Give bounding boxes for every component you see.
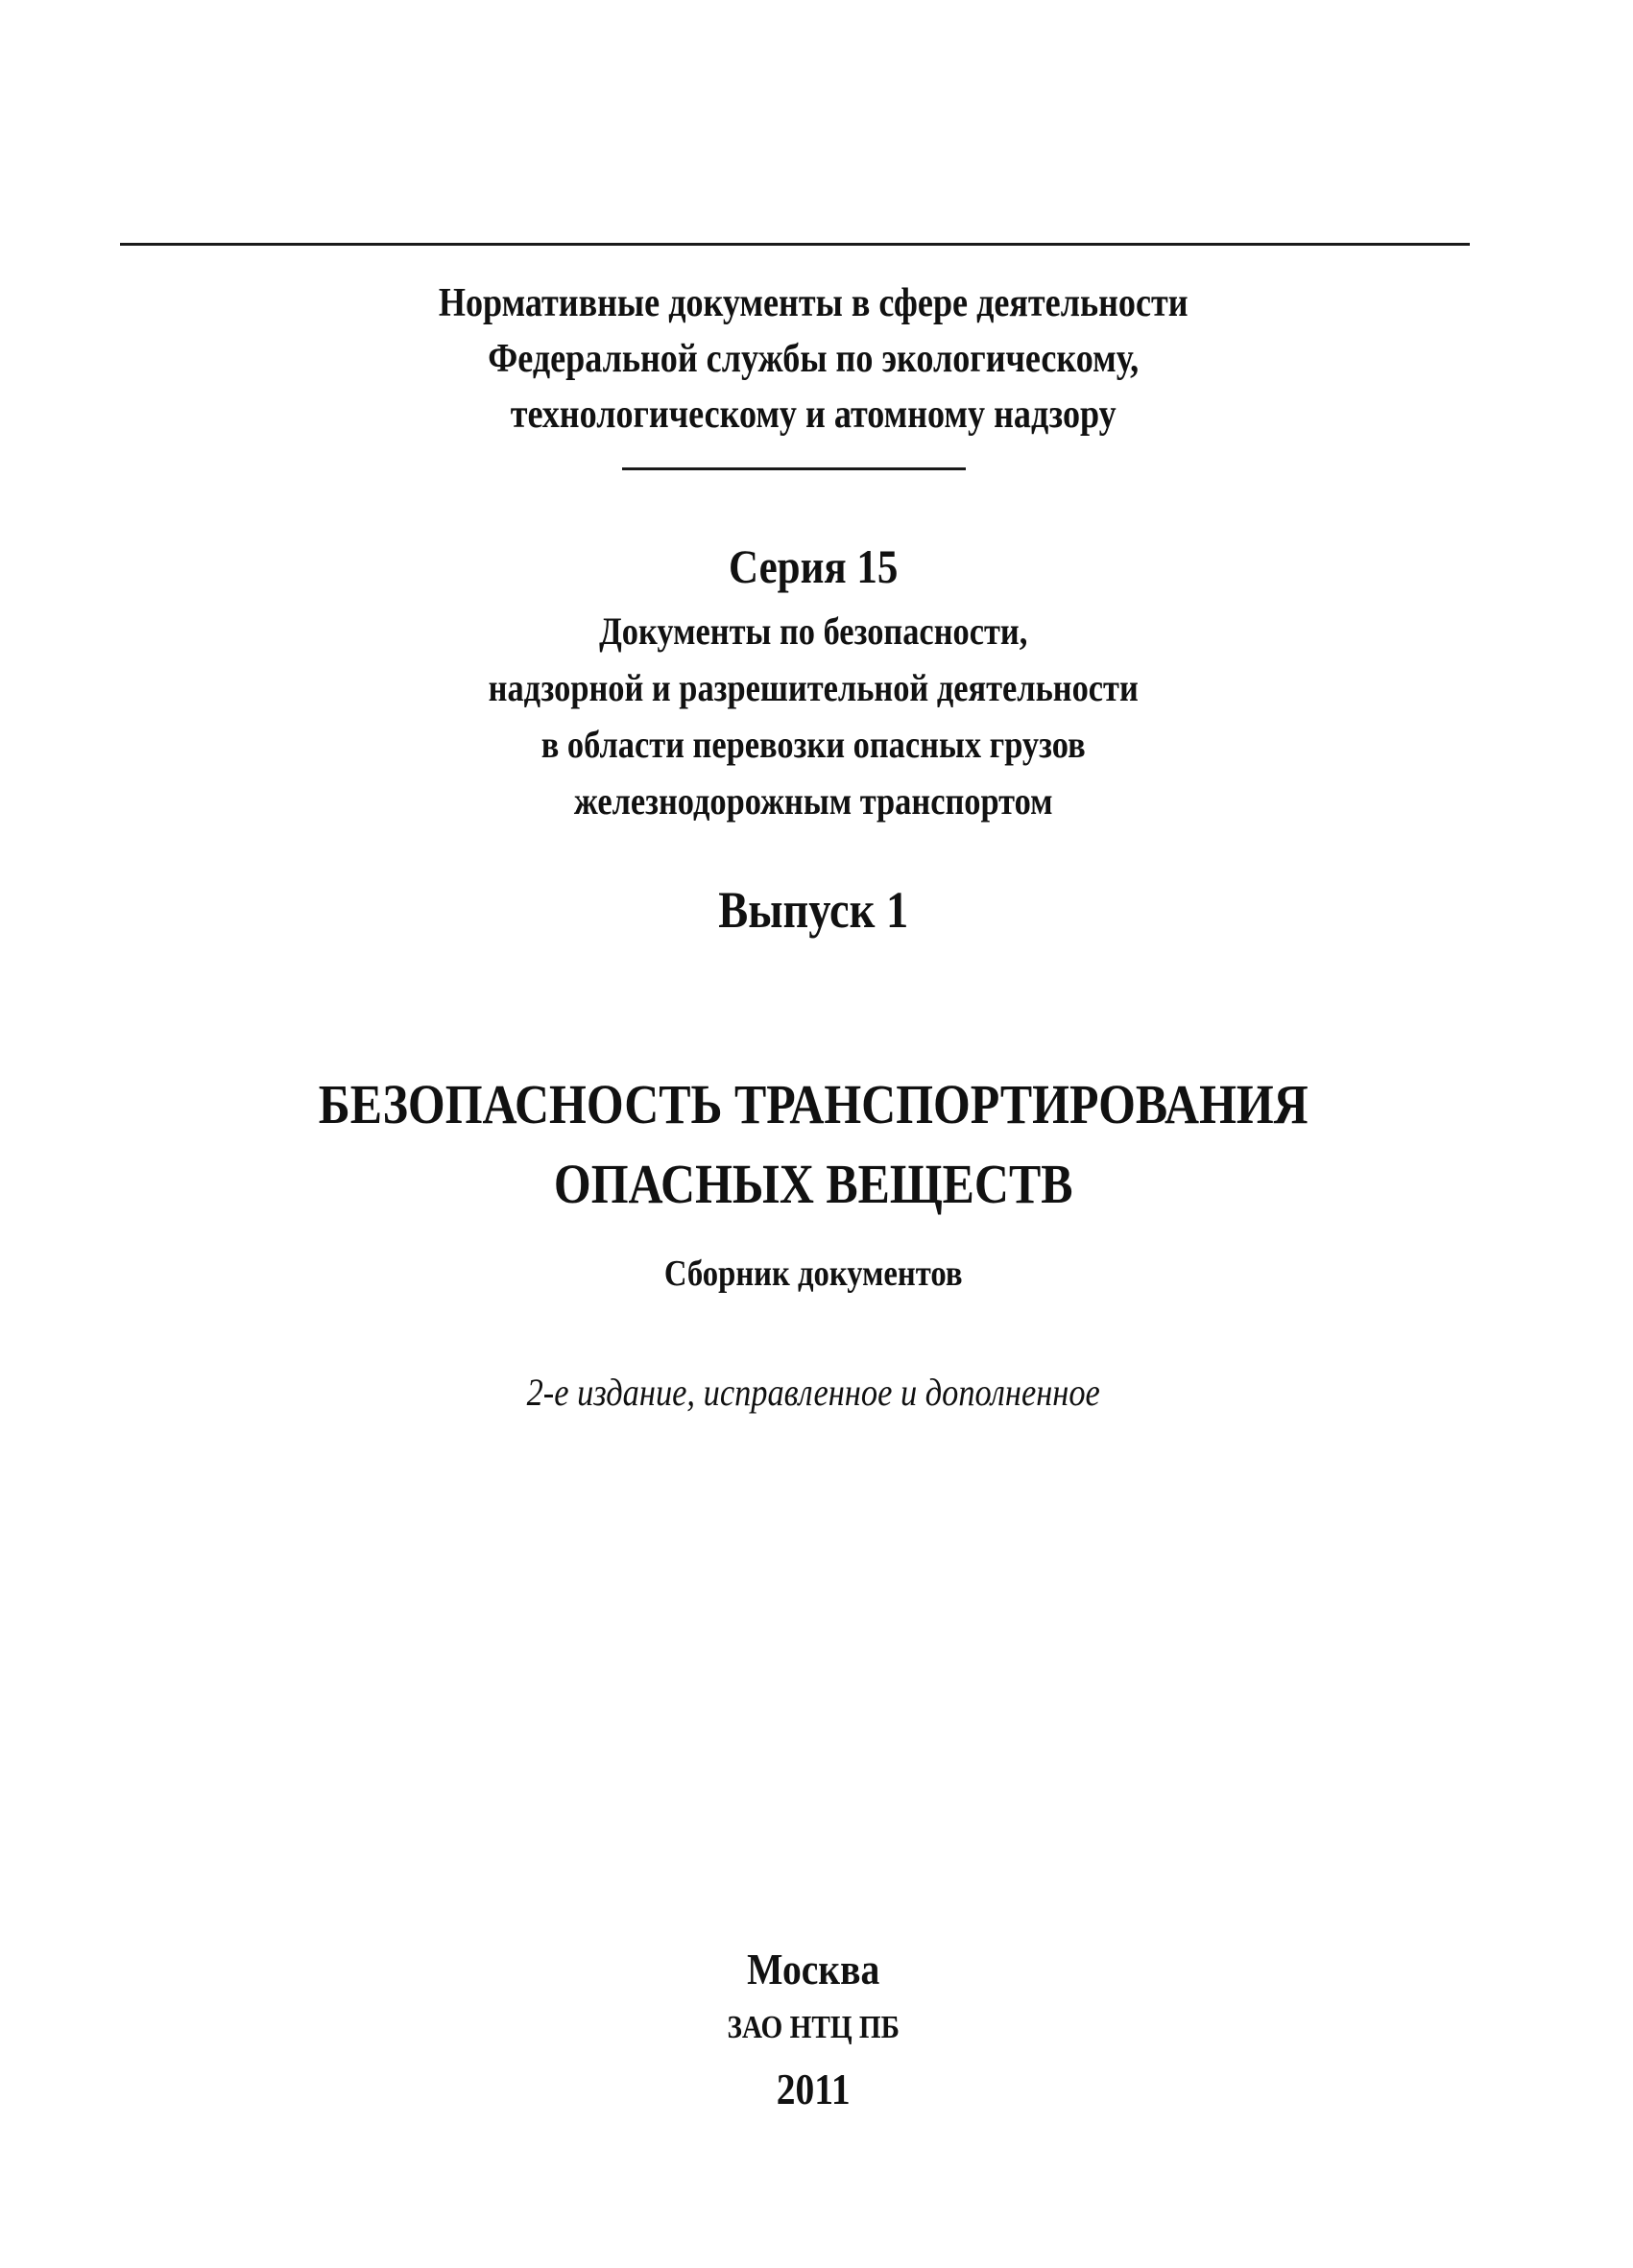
header-line-1: Нормативные документы в сфере деятельности — [438, 281, 1189, 325]
series-description-line-4: железнодорожным транспортом — [573, 779, 1053, 823]
top-divider — [120, 243, 1470, 246]
main-title-line-1: БЕЗОПАСНОСТЬ ТРАНСПОРТИРОВАНИЯ — [318, 1073, 1309, 1135]
series-description-line-3: в области перевозки опасных грузов — [540, 723, 1086, 766]
imprint-city: Москва — [747, 1945, 880, 1993]
issue-number: Выпуск 1 — [718, 881, 909, 939]
series-description-line-1: Документы по безопасности, — [599, 609, 1028, 653]
series-title: Серия 15 — [729, 539, 899, 593]
main-title-line-2: ОПАСНЫХ ВЕЩЕСТВ — [553, 1153, 1073, 1215]
series-description-line-2: надзорной и разрешительной деятельности — [488, 666, 1139, 709]
edition-note: 2-е издание, исправленное и дополненное — [526, 1371, 1100, 1414]
header-divider — [622, 467, 966, 470]
imprint-publisher: ЗАО НТЦ ПБ — [727, 2010, 900, 2045]
imprint-year: 2011 — [776, 2065, 851, 2113]
subtitle: Сборник документов — [663, 1253, 963, 1294]
header-line-3: технологическому и атомному надзору — [510, 393, 1117, 437]
header-line-2: Федеральной службы по экологическому, — [488, 337, 1140, 381]
